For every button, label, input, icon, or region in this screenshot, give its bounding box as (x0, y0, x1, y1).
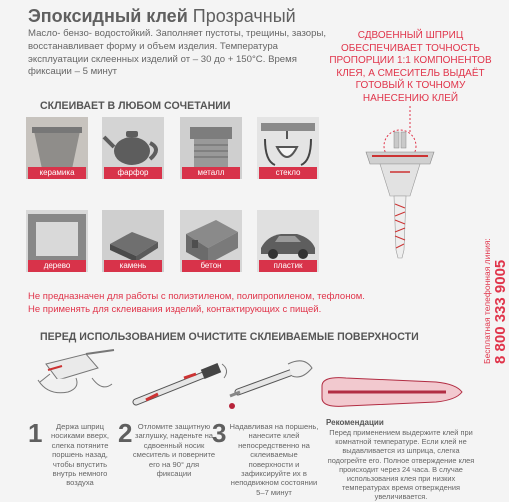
material-tile-glass (257, 117, 319, 179)
syringe-mixer-icon (352, 122, 456, 262)
material-tile-porcelain (102, 117, 164, 179)
materials-title: СКЛЕИВАЕТ В ЛЮБОМ СОЧЕТАНИИ (40, 100, 231, 112)
material-label-ceramic: керамика (28, 167, 86, 179)
warning-food-contact: Не применять для склеивания изделий, контактирующих с пищей. (28, 304, 322, 315)
recommendation-text: Перед применением выдержите клей при комнатной температуре. Если клей не выдавливается из шприца, слегка подогрейте его. Полное отверждение клея происходит через 24 часа. В случае использования клея при низких температурах время отверждения увеличивается. (327, 428, 475, 502)
step1-text: Держа шприц носиками вверх, слегка потяните поршень назад, чтобы впустить внутрь немного воздуха (51, 422, 109, 488)
hotline-phone: 8 800 333 9005 (492, 259, 509, 364)
material-tile-plastic (257, 210, 319, 272)
material-tile-wood (26, 210, 88, 272)
step1-number: 1 (28, 418, 43, 448)
product-title-bold: Эпоксидный клей (28, 6, 188, 26)
material-label-metal: металл (182, 167, 240, 179)
product-title-rest: Прозрачный (192, 6, 296, 26)
material-tile-metal (180, 117, 242, 179)
material-tile-stone (102, 210, 164, 272)
material-label-concrete: бетон (182, 260, 240, 272)
material-label-stone: камень (104, 260, 162, 272)
material-label-plastic: пластик (259, 260, 317, 272)
intro-text: Масло- бензо- водостойкий. Заполняет пустоты, трещины, зазоры, восстанавливает форму и объем изделия. Температура эксплуатации склеенных изделий от – 30 до + 150°С. Время фиксации – 5 минут (28, 28, 327, 78)
syringe-note: СДВОЕННЫЙ ШПРИЦ ОБЕСПЕЧИВАЕТ ТОЧНОСТЬ ПРОПОРЦИИ 1:1 КОМПОНЕНТОВ КЛЕЯ, А СМЕСИТЕЛЬ ВЫДАЁТ ГОТОВЫЙ К ТОЧНОМУ НАНЕСЕНИЮ КЛЕЙ (329, 30, 492, 104)
step1-syringe-pull-icon (28, 348, 124, 416)
step3-text: Надавливая на поршень, нанесите клей непосредственно на склеиваемые поверхности и зафиксируйте их в неподвижном состоянии 5–7 минут (229, 422, 319, 497)
hotline-label: Бесплатная телефонная линия: (482, 238, 492, 364)
step2-text: Отломите защитную заглушку, наденьте на сдвоенный носик смеситель и поверните его на 90° для фиксации (132, 422, 216, 479)
recommendation-title: Рекомендации (326, 418, 384, 427)
material-tile-concrete (180, 210, 242, 272)
hotline-block (466, 180, 509, 370)
step3-number: 3 (212, 418, 227, 448)
instructions-title: ПЕРЕД ИСПОЛЬЗОВАНИЕМ ОЧИСТИТЕ СКЛЕИВАЕМЫЕ ПОВЕРХНОСТИ (40, 331, 419, 343)
step2-mixer-attach-icon (126, 350, 238, 416)
material-tile-ceramic (26, 117, 88, 179)
warning-polyethylene: Не предназначен для работы с полиэтиленом, полипропиленом, тефлоном. (28, 291, 365, 302)
material-label-porcelain: фарфор (104, 167, 162, 179)
material-label-glass: стекло (259, 167, 317, 179)
material-label-wood: дерево (28, 260, 86, 272)
product-title (28, 6, 296, 27)
step3-apply-glue-icon (228, 350, 318, 418)
step2-number: 2 (118, 418, 133, 448)
glue-tube-icon (316, 372, 468, 412)
